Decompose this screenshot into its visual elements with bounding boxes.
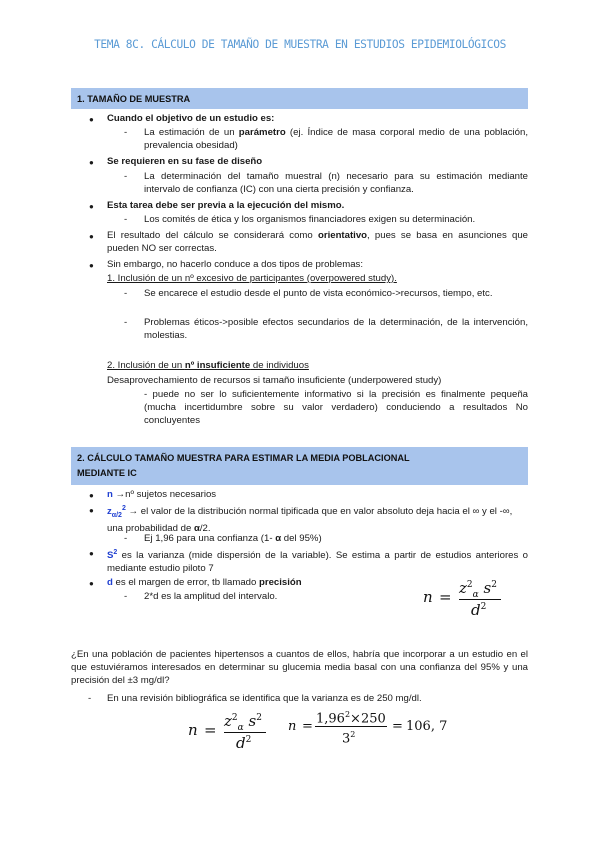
bullet-icon: ●	[89, 579, 94, 588]
alpha-symbol: α	[193, 523, 200, 535]
alpha-symbol: α	[275, 533, 282, 544]
calc-den-sup: 2	[350, 730, 356, 739]
bullet-icon: ●	[89, 549, 94, 558]
formula-s: s	[483, 579, 492, 597]
text-run: es el margen de error, tb llamado	[112, 577, 259, 588]
formula-z-sub: α	[237, 723, 244, 733]
fraction-line	[315, 726, 387, 727]
var-d	[107, 576, 302, 589]
formula-z-sup: 2	[466, 580, 473, 590]
bullet-icon: ●	[89, 202, 94, 211]
formula-d: d	[236, 734, 246, 752]
symbol-n: n	[107, 489, 113, 500]
text-run: La estimación de un	[144, 127, 239, 138]
formula-n: n	[188, 721, 198, 739]
problem-2-detail: - puede no ser lo suficientemente informativo si la precisión es finalmente pequeña (mucha incertidumbre sobre su valor verdadero) conduciendo a resultados No concluyentes	[144, 389, 528, 427]
calc-result: 106, 7	[406, 719, 448, 734]
s-superscript: 2	[113, 549, 118, 556]
dash-icon: -	[124, 171, 128, 182]
bullet-icon: ●	[89, 115, 94, 124]
design-detail: La determinación del tamaño muestral (n) necesario para su estimación mediante intervalo de confianza (IC) con una cierta precisión y confianza.	[144, 171, 528, 196]
calc-den-value: 3	[342, 731, 351, 747]
section-2-header	[71, 447, 528, 485]
dash-icon: -	[124, 533, 128, 544]
bullet-icon: ●	[89, 158, 94, 167]
z-example	[144, 532, 322, 545]
z-letter: z	[107, 506, 112, 518]
section-2-heading-line-1: 2. CÁLCULO TAMAÑO MUESTRA PARA ESTIMAR LA MEDIA POBLACIONAL	[77, 453, 410, 463]
page-title: TEMA 8C. CÁLCULO DE TAMAÑO DE MUESTRA EN ESTUDIOS EPIDEMIOLÓGICOS	[94, 38, 506, 51]
text-run: →nº sujetos necesarios	[112, 489, 217, 500]
z-superscript: 2	[121, 505, 126, 512]
formula-z: z	[459, 579, 467, 597]
symbol-z	[107, 505, 126, 520]
calc-denominator	[342, 728, 355, 746]
prior-detail: Los comités de ética y los organismos financiadores exigen su determinación.	[144, 214, 476, 225]
section-1-header	[71, 88, 528, 109]
var-n	[107, 488, 216, 501]
bullet-design: Se requieren en su fase de diseño	[107, 156, 263, 167]
dash-icon: -	[124, 127, 128, 138]
text-run: es la varianza (mide dispersión de la variable). Se estima a partir de estudios anteriores o mediante estudio piloto 7	[107, 550, 528, 575]
symbol-d: d	[107, 577, 113, 588]
section-2-heading-line-2: MEDIANTE IC	[77, 467, 137, 478]
text-run-bold: orientativo	[317, 230, 368, 241]
text-run: (ej. Índice de masa corporal medio de una población, prevalencia obesidad)	[144, 127, 528, 152]
dash-icon: -	[88, 693, 92, 704]
formula-equals: =	[204, 721, 217, 739]
dash-icon: -	[124, 288, 128, 299]
calc-equals-2: =	[392, 719, 403, 734]
problem-1-detail-2: Problemas éticos->posible efectos secundarios de la determinación, de la intervención, molestias.	[144, 317, 528, 342]
formula-equals: =	[439, 588, 452, 606]
bullet-icon: ●	[89, 261, 94, 270]
formula-denominator	[236, 734, 251, 750]
fraction-line	[459, 599, 501, 600]
text-run: del 95%)	[281, 533, 322, 544]
formula-n: n	[423, 588, 433, 606]
dash-icon: -	[124, 591, 128, 602]
problem-1-detail-1: Se encarece el estudio desde el punto de vista económico->recursos, tiempo, etc.	[144, 288, 493, 299]
formula-z-sub: α	[472, 590, 479, 600]
formula-z-sup: 2	[231, 713, 238, 723]
section-1-heading: 1. TAMAÑO DE MUESTRA	[77, 94, 191, 104]
formula-d: d	[471, 601, 481, 619]
calc-times: ×250	[350, 711, 386, 727]
d-detail: 2*d es la amplitud del intervalo.	[144, 591, 278, 602]
problem-1-title: 1. Inclusión de un nº excesivo de participantes (overpowered study).	[107, 273, 397, 284]
symbol-s	[107, 550, 117, 561]
example-question: ¿En una población de pacientes hipertensos a cuantos de ellos, habría que incorporar a un estudio en el que estuviéramos interesados en determinar su glucemia media basal con una confianza del 95% y una precisión del ±3 mg/dl?	[71, 649, 528, 687]
bullet-prior: Esta tarea debe ser previa a la ejecución del mismo.	[107, 200, 345, 211]
calc-equals: =	[302, 719, 313, 734]
formula-calculation	[288, 706, 468, 750]
text-run: → el valor de la distribución normal tipificada que en valor absoluto deja hacia el ∞ y el -∞, una probabilidad de	[107, 506, 513, 535]
text-run: El resultado del cálculo se considerará como	[107, 230, 318, 241]
text-run: 2. Inclusión de un	[107, 360, 185, 371]
text-run-bold: nº insuficiente	[184, 360, 251, 371]
calc-num-sup: 2	[344, 710, 351, 719]
formula-s-sup: 2	[256, 713, 262, 723]
formula-z: z	[224, 712, 232, 730]
var-z	[107, 502, 528, 536]
calc-numerator	[316, 708, 386, 726]
text-run: Ej 1,96 para una confianza (1-	[144, 533, 276, 544]
text-run: , pues se basa en asunciones que pueden NO ser correctas.	[107, 230, 528, 255]
problem-2-title	[107, 359, 309, 372]
bullet-objective: Cuando el objetivo de un estudio es:	[107, 113, 275, 124]
formula-sample-size	[423, 575, 513, 623]
section-2-heading	[71, 447, 528, 484]
z-subscript: α/2	[111, 512, 122, 520]
formula-d-sup: 2	[245, 735, 252, 745]
bullet-problems: Sin embargo, no hacerlo conduce a dos tipos de problemas:	[107, 259, 363, 270]
text-run-bold: parámetro	[238, 127, 286, 138]
fraction-line	[224, 732, 266, 733]
s-letter: S	[107, 550, 114, 562]
text-run: de individuos	[250, 360, 309, 371]
formula-s: s	[248, 712, 257, 730]
bullet-icon: ●	[89, 232, 94, 241]
bullet-icon: ●	[89, 491, 94, 500]
problem-2-line: Desaprovechamiento de recursos si tamaño insuficiente (underpowered study)	[107, 375, 442, 386]
calc-num-value: 1,96	[316, 711, 345, 727]
objective-detail	[144, 126, 528, 152]
formula-sample-size-repeat	[188, 708, 278, 756]
bullet-orientative	[107, 229, 528, 255]
formula-s-sup: 2	[491, 580, 497, 590]
text-run-bold: precisión	[259, 577, 302, 588]
formula-d-sup: 2	[480, 602, 487, 612]
bullet-icon: ●	[89, 506, 94, 515]
example-review: En una revisión bibliográfica se identifica que la varianza es de 250 mg/dl.	[107, 693, 422, 704]
var-s	[107, 546, 528, 576]
text-run: /2.	[199, 523, 211, 535]
dash-icon: -	[124, 214, 128, 225]
calc-n: n	[288, 719, 297, 734]
formula-denominator	[471, 601, 486, 617]
dash-icon: -	[124, 317, 128, 328]
